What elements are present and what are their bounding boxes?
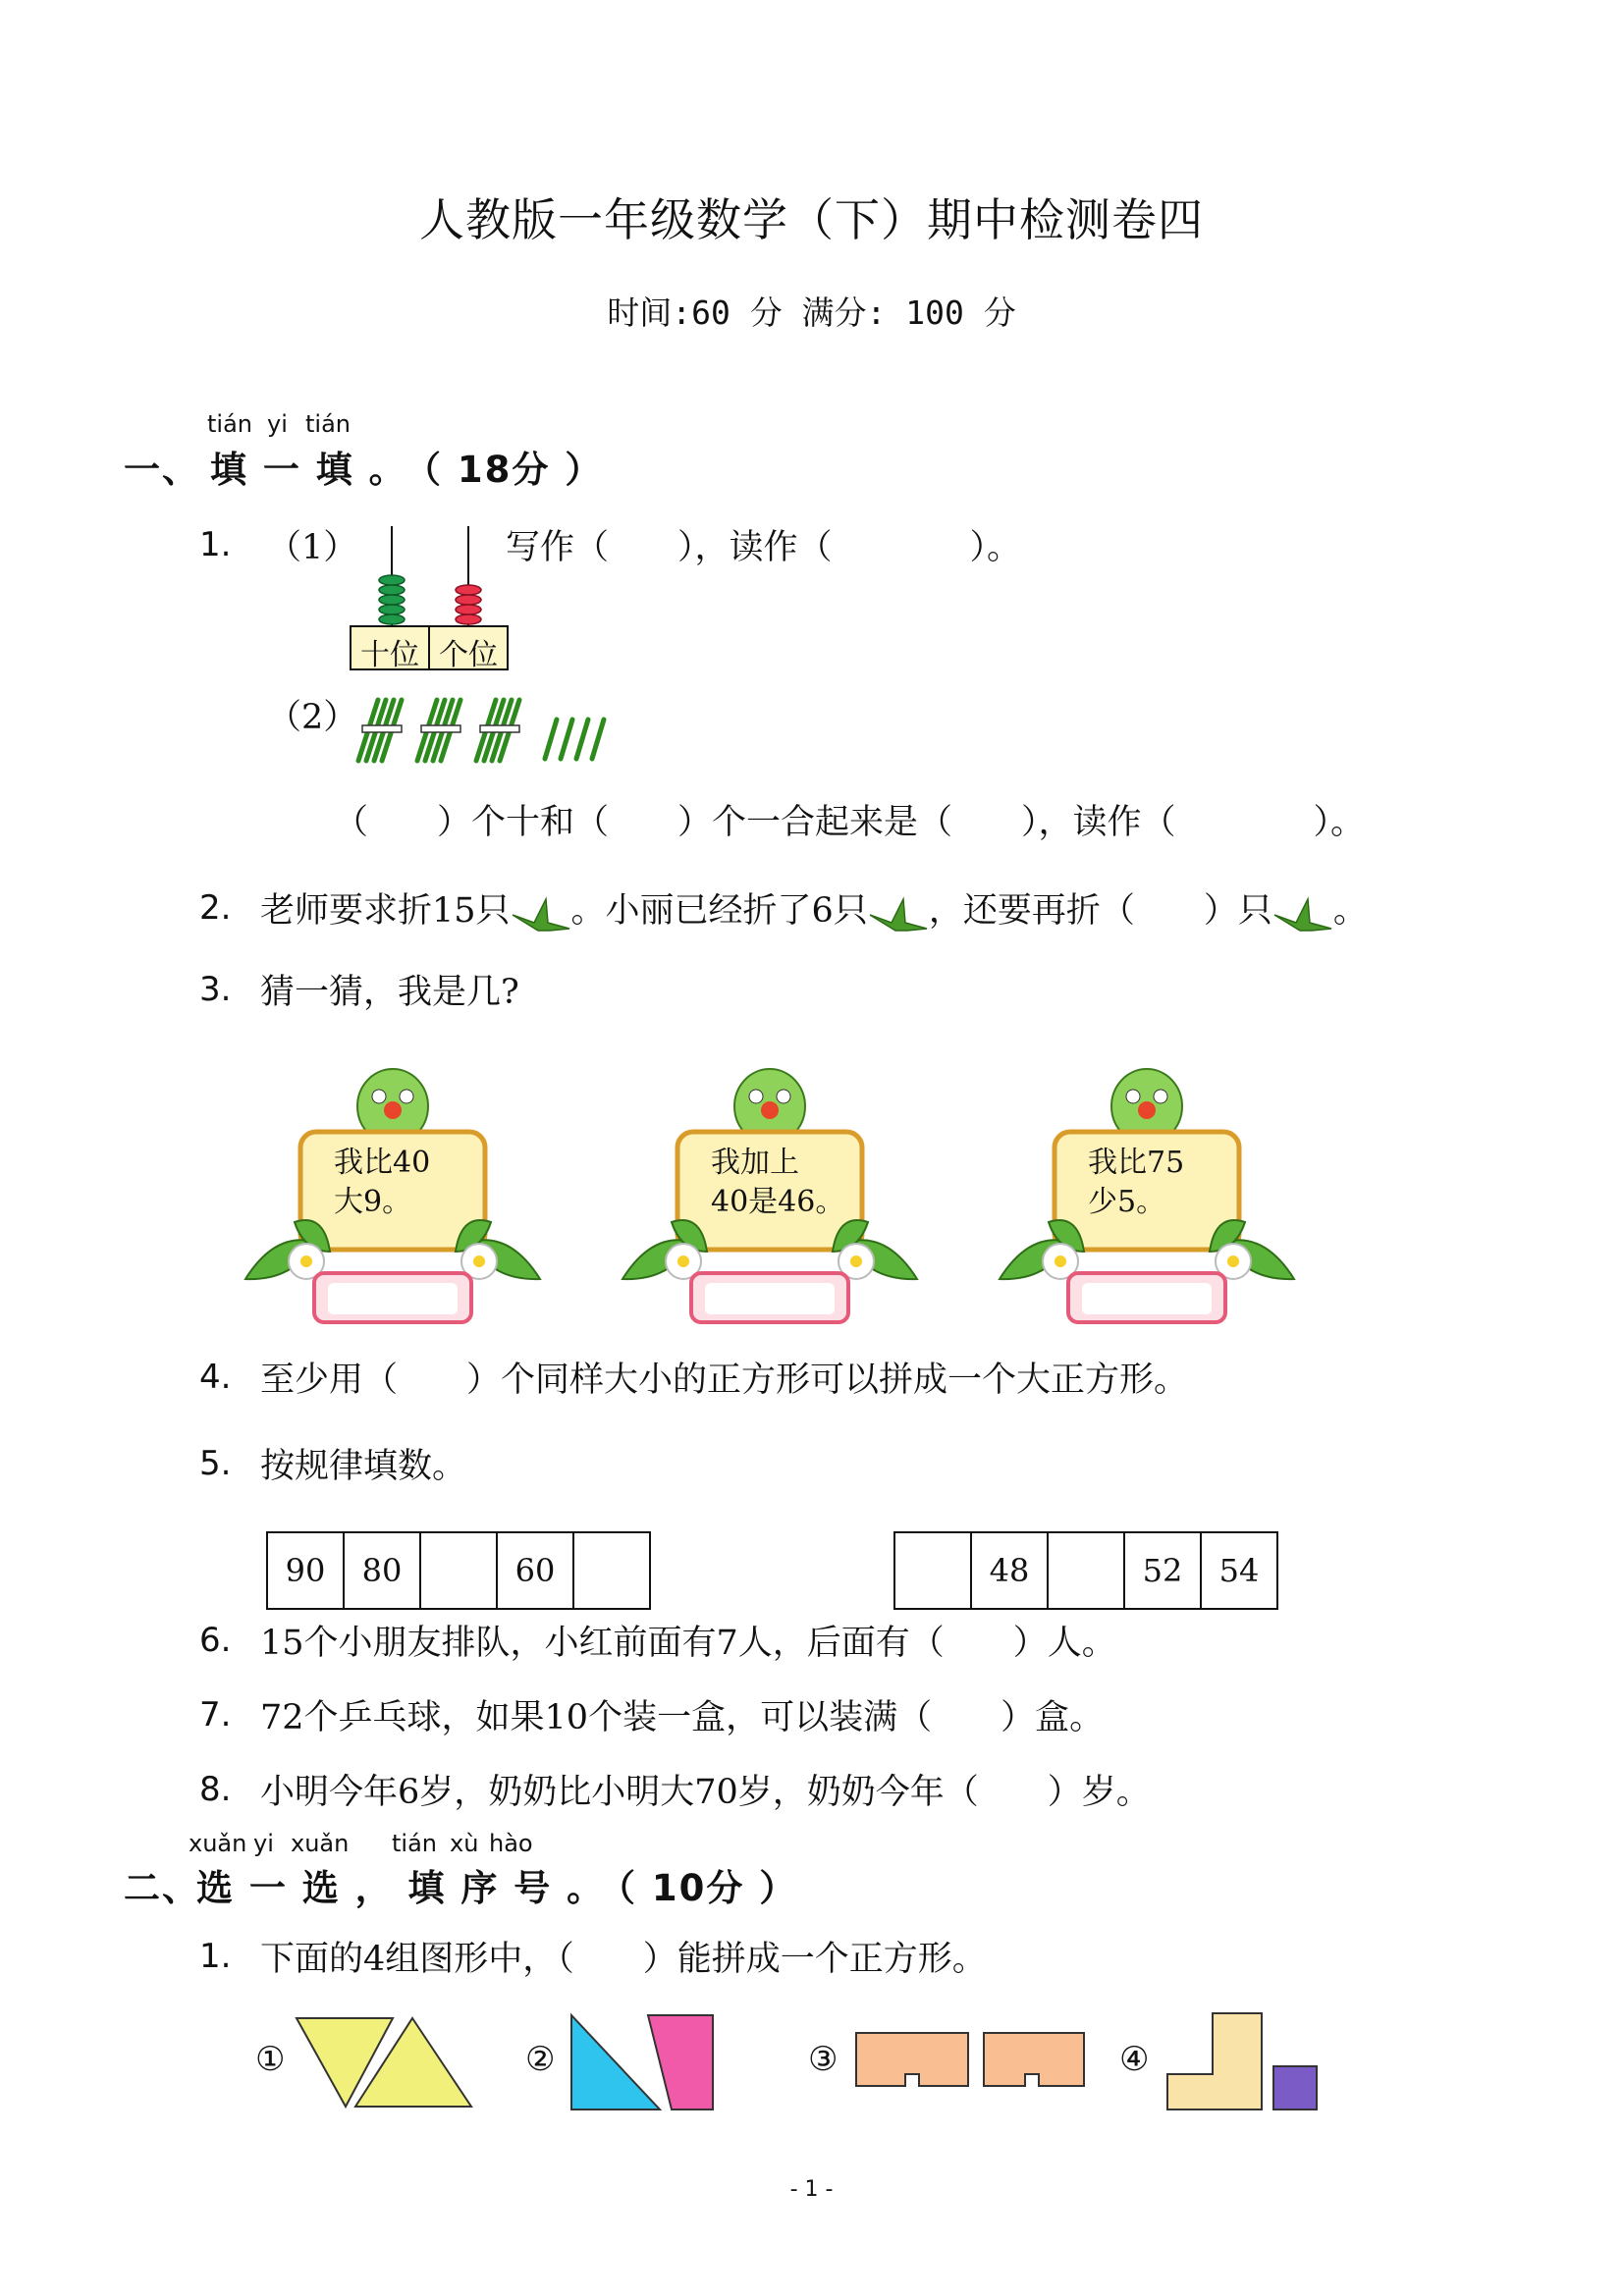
pinyin-7: tián — [392, 1830, 437, 1857]
q3-number: 3. — [199, 970, 232, 1009]
pinyin-8: xù — [450, 1830, 479, 1857]
option-1-label: ① — [255, 2040, 286, 2079]
seq2-cell: 54 — [1201, 1532, 1277, 1609]
paper-crane-icon — [868, 893, 929, 933]
q5-text: 按规律填数。 — [260, 1447, 467, 1486]
q7-number: 7. — [199, 1695, 232, 1735]
section1-number: 一、 — [124, 449, 200, 491]
parrot-card-1 — [236, 1045, 550, 1330]
q2-text — [260, 883, 1368, 933]
pinyin-5: yi — [253, 1830, 274, 1857]
pinyin-4: xuǎn — [189, 1830, 247, 1857]
seq1-cell: 90 — [267, 1532, 344, 1609]
bubble-2-line2: 40是46。 — [711, 1185, 845, 1219]
paper-crane-icon — [511, 893, 571, 933]
q7-text: 72个乒乓球，如果10个装一盒，可以装满（ ）盒。 — [260, 1698, 1105, 1737]
q2-number: 2. — [199, 888, 232, 928]
q6-text: 15个小朋友排队，小红前面有7人，后面有（ ）人。 — [260, 1624, 1116, 1663]
q1-number: 1. — [199, 525, 232, 564]
sequence-table-2 — [893, 1531, 1278, 1610]
q8-text: 小明今年6岁，奶奶比小明大70岁，奶奶今年（ ）岁。 — [260, 1773, 1151, 1812]
exam-info: 时间:60 分 满分: 100 分 — [607, 294, 1016, 332]
pinyin-1: tián — [207, 410, 252, 438]
abacus-tens-label: 十位 — [360, 638, 419, 672]
option-2-label: ② — [525, 2040, 556, 2079]
single-sticks — [545, 720, 604, 759]
pinyin-2: yi — [267, 410, 288, 438]
parrot-card-2 — [613, 1045, 927, 1330]
option-3-label: ③ — [808, 2040, 839, 2079]
parrot-card-3 — [990, 1045, 1304, 1330]
s2-q1-text: 下面的4组图形中，（ ）能拼成一个正方形。 — [260, 1940, 987, 1979]
q1-part1-label: （1） — [267, 528, 358, 567]
q3-text: 猜一猜，我是几? — [260, 973, 519, 1012]
q4-number: 4. — [199, 1358, 232, 1397]
q8-number: 8. — [199, 1770, 232, 1809]
q2-text-b: 。小丽已经折了6只 — [570, 891, 868, 931]
option-3-shapes[interactable] — [852, 2027, 1088, 2096]
section1-title: 填 一 填 。 — [210, 449, 407, 491]
section2-title: 选 一 选 ， 填 序 号 。 — [196, 1867, 606, 1909]
section2-score: （ 10分 ） — [599, 1867, 798, 1909]
seq2-cell: 48 — [971, 1532, 1048, 1609]
option-4-shapes[interactable] — [1163, 2007, 1321, 2115]
q1-part2-label: （2） — [267, 698, 358, 737]
pinyin-9: hào — [489, 1830, 533, 1857]
section1-score: （ 18分 ） — [405, 449, 604, 491]
seq2-cell-blank[interactable] — [1048, 1532, 1124, 1609]
q1-part2-text: （ ）个十和（ ）个一合起来是（ ），读作（ ）。 — [334, 803, 1366, 842]
page-number: - 1 - — [789, 2177, 834, 2202]
seq1-cell: 60 — [497, 1532, 573, 1609]
pinyin-6: xuǎn — [291, 1830, 350, 1857]
bubble-1-line2: 大9。 — [334, 1185, 412, 1219]
s2-q1-number: 1. — [199, 1937, 232, 1976]
seq2-cell: 52 — [1124, 1532, 1201, 1609]
q2-text-d: 。 — [1332, 891, 1368, 931]
abacus-ones-label: 个位 — [439, 638, 498, 672]
option-4-label: ④ — [1119, 2040, 1150, 2079]
paper-crane-icon — [1272, 893, 1333, 933]
q6-number: 6. — [199, 1621, 232, 1660]
q4-text: 至少用（ ）个同样大小的正方形可以拼成一个大正方形。 — [260, 1361, 1189, 1400]
seq2-cell-blank[interactable] — [894, 1532, 971, 1609]
option-2-shapes[interactable] — [569, 2007, 717, 2115]
page-title: 人教版一年级数学（下）期中检测卷四 — [419, 193, 1204, 246]
bundled-sticks-figure — [349, 692, 643, 771]
q1-part1-text: 写作（ ），读作（ ）。 — [506, 528, 1022, 567]
bubble-3-line1: 我比75 — [1088, 1146, 1185, 1180]
seq1-cell: 80 — [344, 1532, 420, 1609]
option-1-triangles[interactable] — [295, 2012, 476, 2110]
section2-number: 二、 — [124, 1867, 200, 1909]
q2-text-c: ，还要再折（ ）只 — [928, 891, 1272, 931]
seq1-cell-blank[interactable] — [573, 1532, 650, 1609]
sequence-table-1 — [266, 1531, 651, 1610]
q2-text-a: 老师要求折15只 — [260, 891, 511, 931]
bubble-1-line1: 我比40 — [334, 1146, 431, 1180]
bubble-3-line2: 少5。 — [1088, 1185, 1166, 1219]
q5-number: 5. — [199, 1444, 232, 1483]
seq1-cell-blank[interactable] — [420, 1532, 497, 1609]
pinyin-3: tián — [305, 410, 351, 438]
bubble-2-line1: 我加上 — [711, 1146, 799, 1180]
